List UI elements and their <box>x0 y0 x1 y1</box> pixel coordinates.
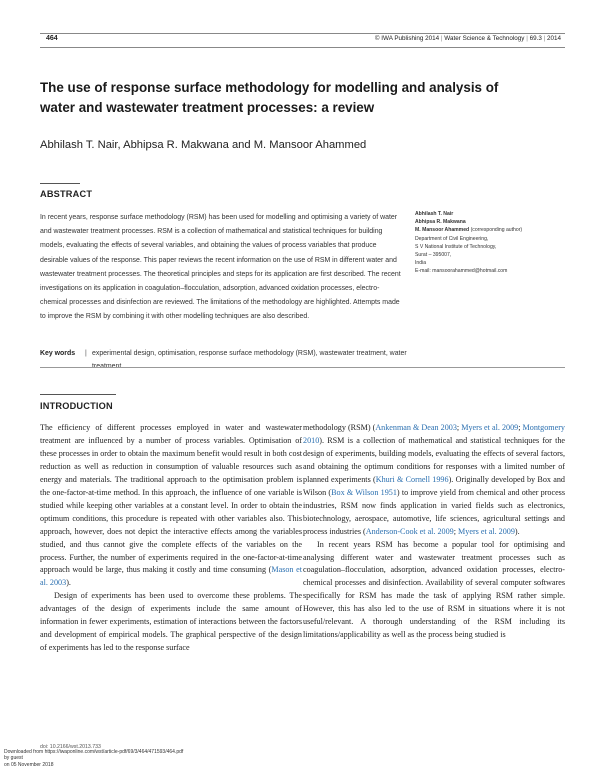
intro-p1-end: ). <box>66 578 71 588</box>
introduction-rule <box>40 394 116 395</box>
body-column-left <box>40 422 302 655</box>
affiliation-author-1: Abhilash T. Nair <box>415 211 454 217</box>
intro-paragraph-3 <box>303 422 565 539</box>
section-divider <box>40 367 565 368</box>
affiliation-author-3-line <box>415 226 575 234</box>
affiliation-email: E-mail: mansoorahammed@hotmail.com <box>415 268 508 275</box>
citation-separator: ; <box>453 526 459 536</box>
intro-p3-text-a: methodology (RSM) ( <box>303 423 376 432</box>
intro-paragraph-4: In recent years RSM has become a popular tool for optimising and analysing different water and wastewater treatment processes such as coagulation–flocculation, adsorption, advanced oxidation processes, electro-chemical processes and disinfection. Availability of several computer softwares specifically for RSM has made the task of applying RSM rather simple. However, this has also led to the use of RSM in situations where it is not useful/relevant. A thorough understanding of the RSM including its limitations/applicability as well as the process being studied is <box>303 539 565 640</box>
citation-link[interactable]: Ankenman & Dean 2003 <box>375 423 457 432</box>
journal-name: Water Science & Technology <box>444 35 525 42</box>
doi: doi: 10.2166/wst.2013.733 <box>40 744 101 750</box>
citation-link[interactable]: Montgomery 2010 <box>303 423 565 445</box>
abstract-body: In recent years, response surface methodology (RSM) has been used for modelling and optimising a variety of water and wastewater treatment processes. RSM is a collection of mathematical and statistical techniques for building models, evaluating the effects of several variables, and obtaining the values of process variables that produce desirable values of the response. This paper reviews the recent information on the use of RSM in different water and wastewater treatment processes. The theoretical principles and steps for its application are first described. The recent investigations on its application in coagulation–flocculation, adsorption, advanced oxidation processes, electro-chemical processes and disinfection are reviewed. The limitations of the methodology are highlighted. Attempts made to improve the RSM by combining it with other modelling techniques are also described. <box>40 214 401 321</box>
intro-p3-text-e: ). <box>514 526 520 536</box>
citation-link[interactable]: Khuri & Cornell 1996 <box>375 474 449 484</box>
intro-paragraph-2: Design of experiments has been used to overcome these problems. The advantages of the design of experiments include the same amount of information in fewer experiments, estimation of interactions between the factors and development of empirical models. The graphical perspective of the design of experiments has led to the response surface <box>40 591 302 653</box>
journal-citation-line: © IWA Publishing 2014 | Water Science & Technology | 69.3 | 2014 <box>374 35 561 42</box>
author-list: Abhilash T. Nair, Abhipsa R. Makwana and M. Mansoor Ahammed <box>40 139 367 151</box>
affiliation-author-3: M. Mansoor Ahammed <box>415 227 470 234</box>
citation-link[interactable]: Mason et al. 2003 <box>40 565 302 588</box>
abstract-rule <box>40 183 80 184</box>
affiliation-country: India <box>415 260 427 267</box>
download-line-3: on 05 November 2018 <box>4 761 54 768</box>
citation-link[interactable]: Box & Wilson 1951 <box>331 487 397 497</box>
citation-separator: ; <box>456 423 462 432</box>
affiliation-author-2: Abhipsa R. Makwana <box>415 219 466 226</box>
keywords-label: Key words <box>40 350 76 357</box>
paper-title: The use of response surface methodology for modelling and analysis of water and wastewater treatment processes: a review <box>40 80 499 115</box>
citation-link[interactable]: Anderson-Cook et al. 2009 <box>365 526 454 536</box>
download-stamp <box>4 749 183 768</box>
body-column-right <box>303 422 565 642</box>
citation-separator: ; <box>518 423 523 432</box>
keywords-separator: | <box>85 350 87 357</box>
intro-paragraph-1 <box>40 422 302 590</box>
corresponding-note: (corresponding author) <box>469 227 523 234</box>
download-line-2: by guest <box>4 755 23 762</box>
running-header <box>40 33 565 48</box>
keywords-list: experimental design, optimisation, response surface methodology (RSM), wastewater treatment, water <box>92 350 407 357</box>
author-affiliation <box>415 210 575 276</box>
volume: 69.3 <box>529 35 542 42</box>
abstract-heading: ABSTRACT <box>40 189 93 199</box>
affiliation-city: Surat – 395007, <box>415 252 452 259</box>
citation-link[interactable]: Myers et al. 2009 <box>461 423 519 432</box>
page-number: 464 <box>46 35 58 42</box>
intro-p3-text-d: ) to improve yield from chemical and other process industries, RSM now finds application in varied fields such as electronics, biotechnology, aerospace, automotive, life sciences, agricultural settings and process industries ( <box>303 487 565 536</box>
intro-p1-text: The efficiency of different processes employed in water and wastewater treatment are influenced by a number of process variables. Optimisation of these processes in order to obtain the maximum benefit would result in both cost reduction as well as reduction in consumption of valuable resources such as energy and materials. The traditional approach to the optimisation problem is the one-factor-at-time method. In this approach, the influence of one variable is studied while keeping other variables at a constant level. In order to obtain the optimum conditions, this procedure is repeated with other variables also. This approach, however, does not depict the interactive effects among the variables studied, and thus cannot give the complete effects of the variables on the process. Further, the number of experiments required in the one-factor-at-time approach would be large, thus making it costly and time consuming ( <box>40 423 302 575</box>
download-line-1: Downloaded from https://iwaponline.com/wst/article-pdf/69/3/464/471593/464.pdf <box>4 749 184 755</box>
year: 2014 <box>546 35 561 42</box>
citation-link[interactable]: Myers et al. 2009 <box>458 526 515 536</box>
introduction-heading: INTRODUCTION <box>40 401 113 411</box>
affiliation-institute: S V National Institute of Technology, <box>415 243 497 250</box>
publisher: © IWA Publishing 2014 <box>374 35 440 42</box>
intro-p3-text-c: ). Originally developed by Box and Wilson ( <box>303 474 565 497</box>
affiliation-department: Department of Civil Engineering, <box>415 235 489 242</box>
intro-p3-text-b: ). RSM is a collection of mathematical and statistical techniques for the design of experiments, building models, evaluating the effects of several factors, and obtaining the optimum conditions for responses with a limited number of planned experiments ( <box>303 435 565 484</box>
